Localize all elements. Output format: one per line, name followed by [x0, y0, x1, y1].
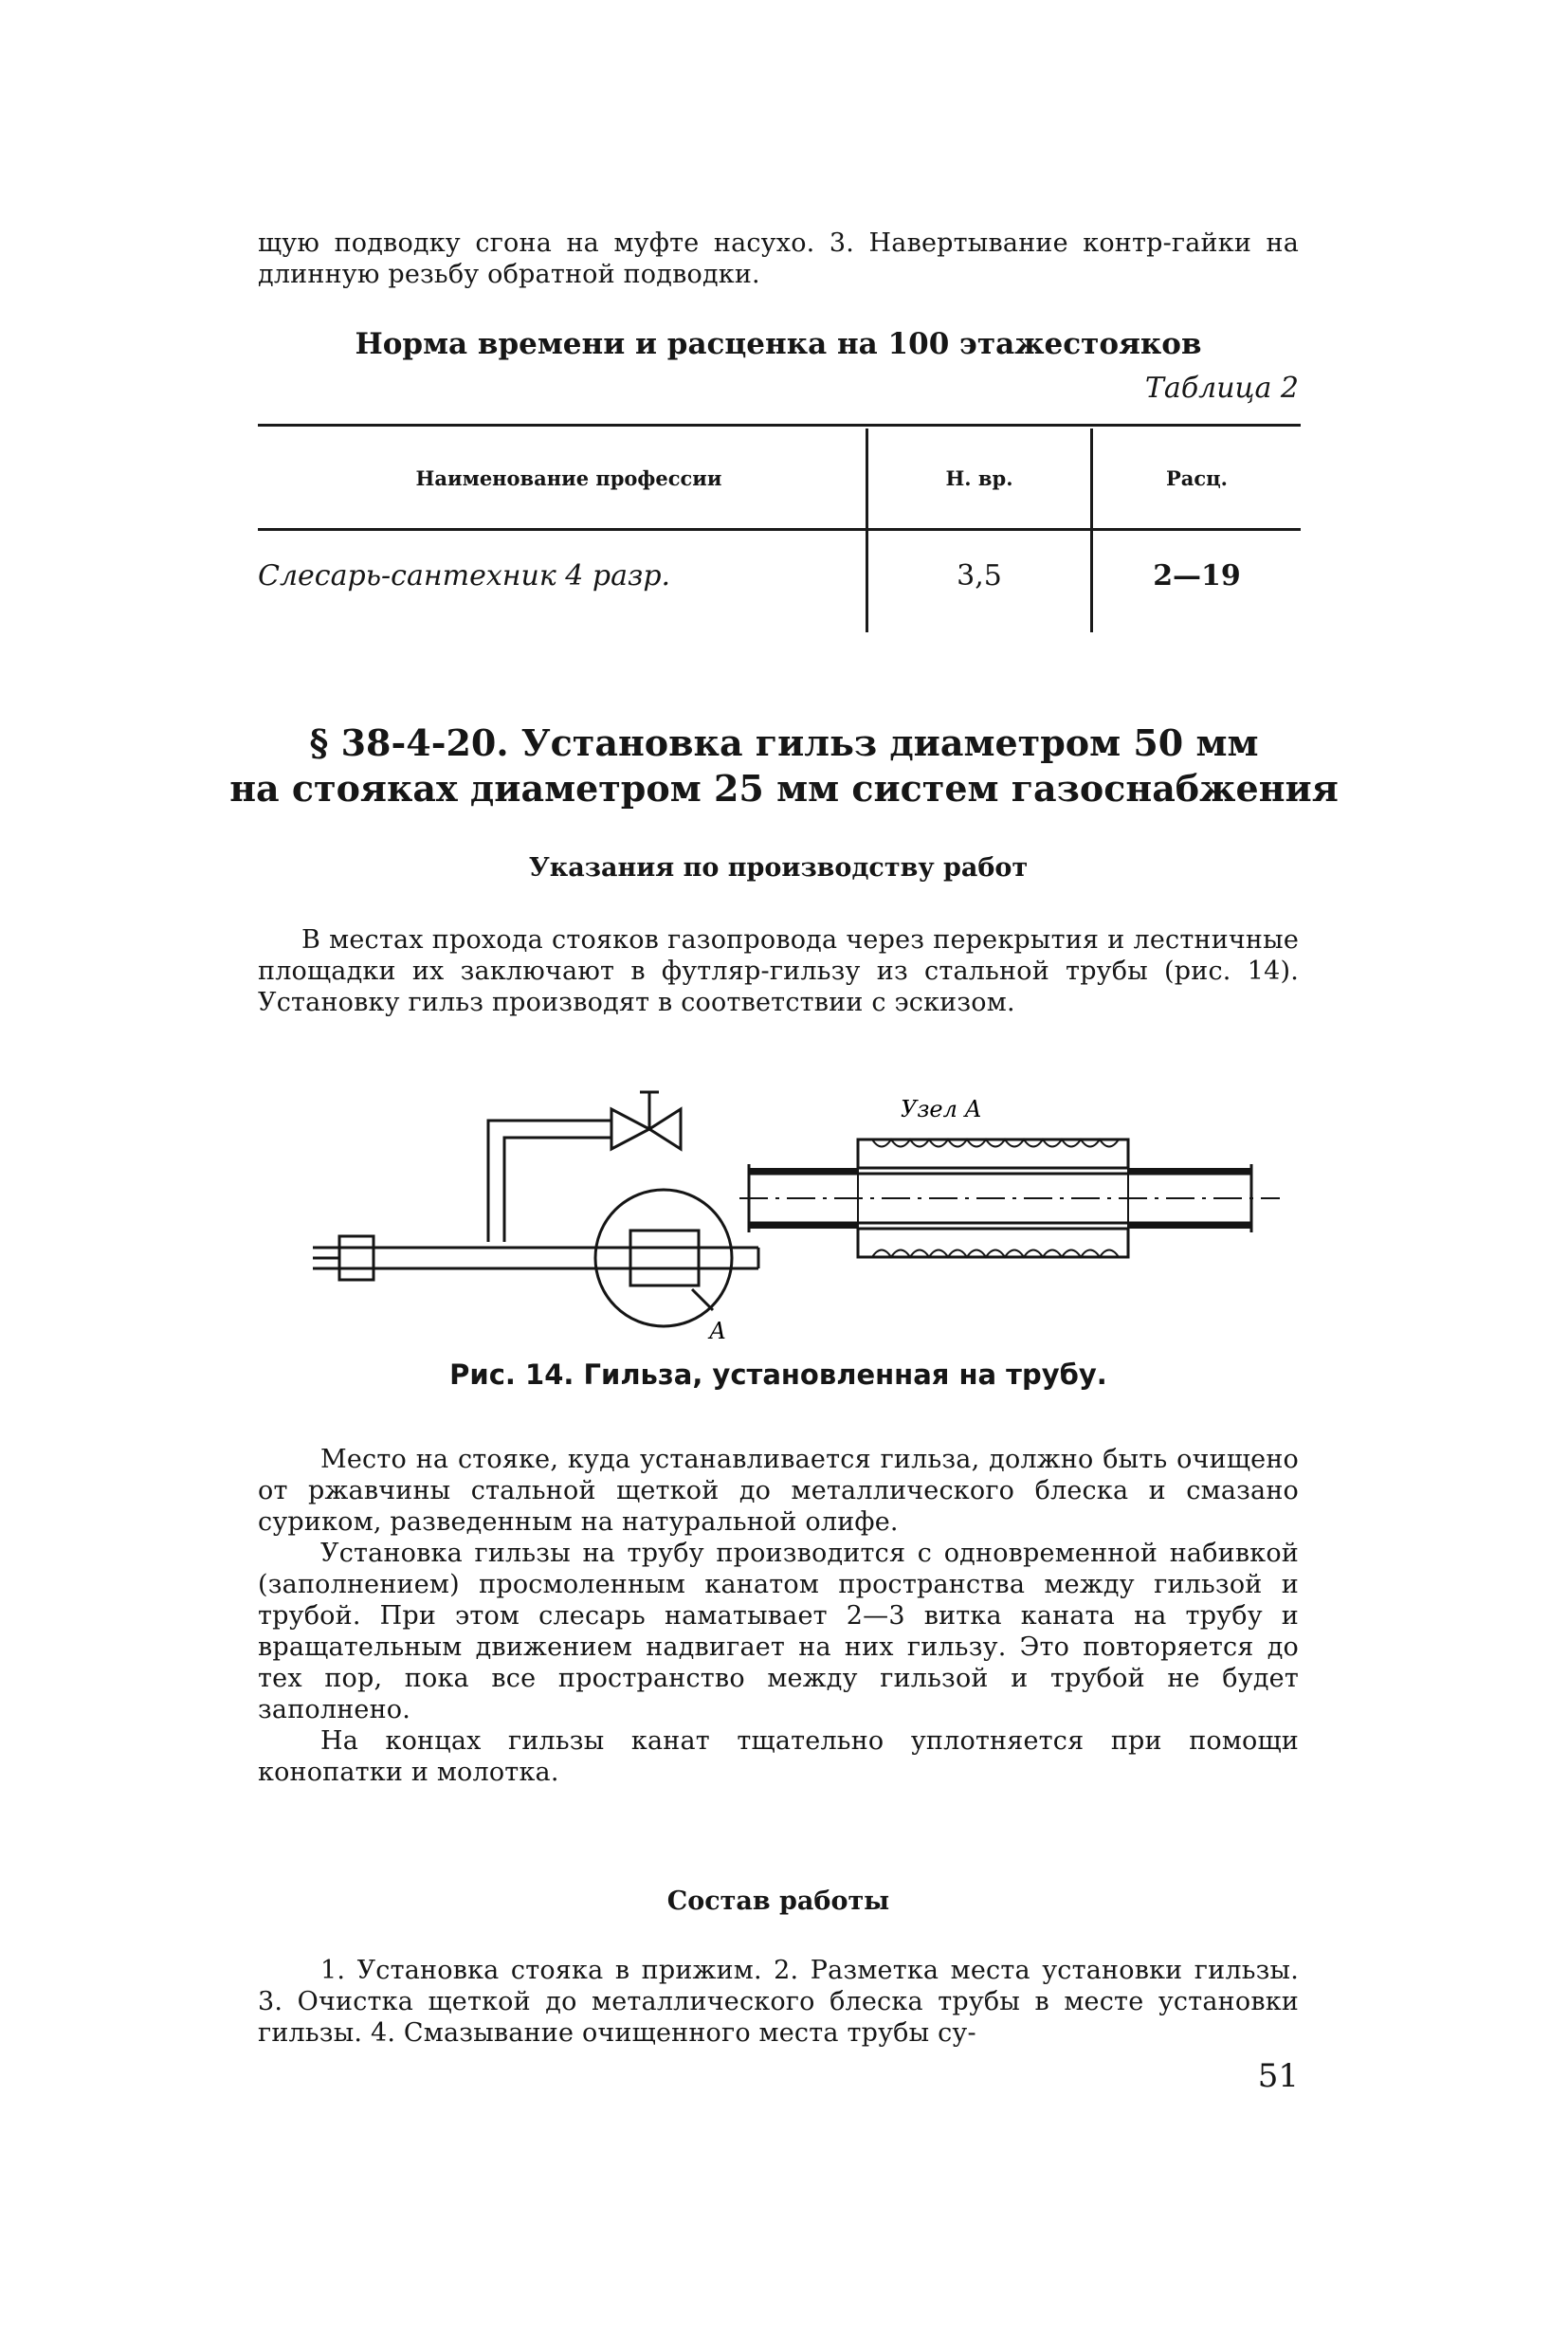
work-heading: Состав работы — [666, 1887, 890, 1916]
sleeve-on-pipe — [630, 1231, 699, 1285]
coupling-left — [339, 1236, 374, 1280]
pipe-wall-hatch-lower-right — [1128, 1223, 1251, 1229]
sleeve-upper-wall — [858, 1140, 1128, 1168]
body-paragraph-3: На концах гильзы канат тщательно уплотняется при помощи конопатки и молотка. — [258, 1726, 1299, 1787]
table-cell-rate: 2—19 — [1153, 559, 1241, 593]
node-a-label: Узел А — [901, 1096, 982, 1122]
table-label: Таблица 2 — [1144, 372, 1299, 405]
valve-left-wedge — [611, 1109, 649, 1149]
callout-label-a: А — [709, 1318, 727, 1344]
section-title — [228, 720, 1340, 811]
page-number: 51 — [1257, 2057, 1299, 2095]
sleeve-lower-wall — [858, 1229, 1128, 1257]
body-paragraph-1: Место на стояке, куда устанавливается гильза, должно быть очищено от ржавчины стальной щеткой до металлического блеска и смазано суриком, разведенным на натуральной олифе. — [258, 1445, 1299, 1537]
section-title-line-1: § 38-4-20. Установка гильз диаметром 50 мм — [309, 721, 1259, 764]
intro-paragraph: щую подводку сгона на муфте насухо. 3. Навертывание контр-гайки на длинную резьбу обратной подводки. — [258, 228, 1299, 289]
table-top-rule — [258, 424, 1301, 427]
section-title-line-2: на стояках диаметром 25 мм систем газоснабжения — [229, 767, 1339, 810]
table-header-profession: Наименование профессии — [415, 466, 722, 490]
figure-14-drawing — [284, 1062, 1299, 1346]
table-cell-profession: Слесарь-сантехник 4 разр. — [258, 559, 671, 593]
table-header-time: Н. вр. — [945, 466, 1013, 490]
table-cell-time: 3,5 — [957, 559, 1002, 593]
table-caption: Норма времени и расценка на 100 этажестояков — [355, 327, 1202, 361]
valve-right-wedge — [649, 1109, 681, 1149]
node-leader-line — [692, 1289, 713, 1310]
table-header-rule — [258, 528, 1301, 531]
pipe-wall-hatch-upper-left — [749, 1168, 858, 1174]
pipe-wall-hatch-lower-left — [749, 1223, 858, 1229]
work-paragraph: 1. Установка стояка в прижим. 2. Разметка места установки гильзы. 3. Очистка щеткой до металлического блеска трубы в месте установки гильзы. 4. Смазывание очищенного места трубы су- — [258, 1956, 1299, 2048]
pipe-wall-hatch-upper-right — [1128, 1168, 1251, 1174]
table-divider-2 — [1090, 428, 1093, 632]
instructions-subheading: Указания по производству работ — [528, 853, 1029, 883]
body-paragraph-2: Установка гильзы на трубу производится с одновременной набивкой (заполнением) просмоленным канатом пространства между гильзой и трубой. При этом слесарь наматывает 2—3 витка каната на трубу и вращательным движением надвигает на них гильзу. Это повторяется до тех пор, пока все пространство между гильзой и трубой не будет заполнено. — [258, 1539, 1299, 1724]
table-divider-1 — [866, 428, 868, 632]
riser-pipe-inner — [504, 1138, 611, 1242]
node-a-circle — [595, 1190, 732, 1326]
instructions-paragraph: В местах прохода стояков газопровода через перекрытия и лестничные площадки их заключают в футляр-гильзу из стальной трубы (рис. 14). Установку гильз производят в соответствии с эскизом. — [258, 925, 1299, 1017]
figure-caption: Рис. 14. Гильза, установленная на трубу. — [449, 1358, 1107, 1391]
table-header-rate: Расц. — [1165, 466, 1228, 490]
body-text — [258, 1444, 1299, 1788]
